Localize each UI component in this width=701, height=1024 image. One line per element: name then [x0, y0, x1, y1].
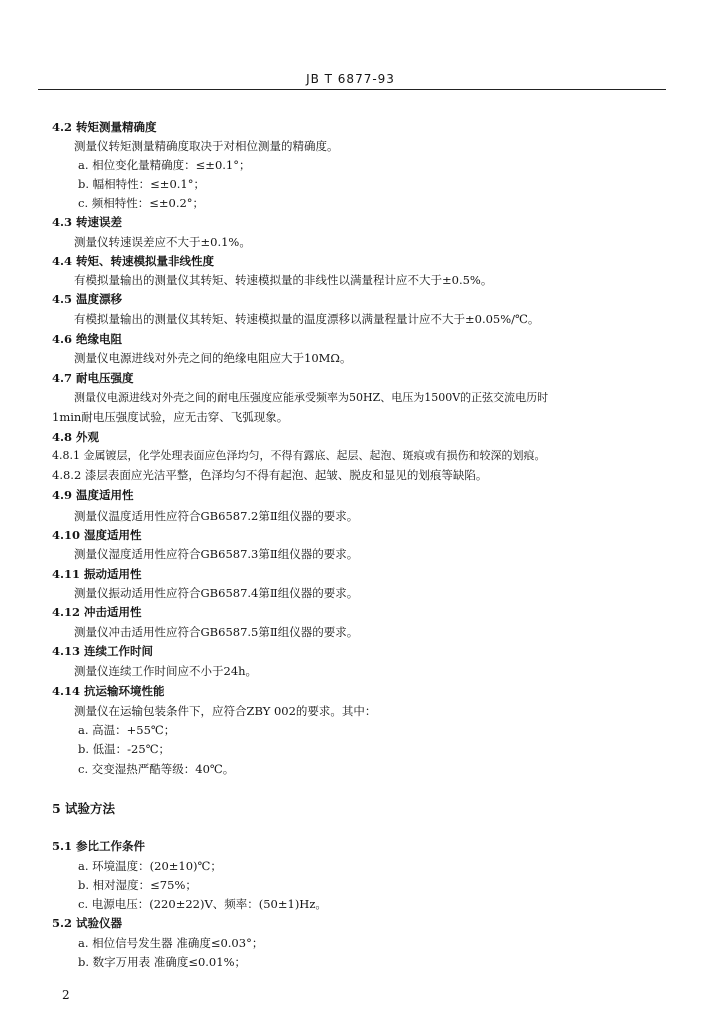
section-heading-4-10: 4.10 湿度适用性	[52, 528, 142, 542]
header-rule	[38, 89, 666, 90]
body-text: 测量仪冲击适用性应符合GB6587.5第Ⅱ组仪器的要求。	[74, 625, 359, 639]
list-item: a. 环境温度：(20±10)℃；	[78, 859, 222, 873]
body-text: 测量仪温度适用性应符合GB6587.2第Ⅱ组仪器的要求。	[74, 509, 359, 523]
list-item: a. 相位变化量精确度：≤±0.1°；	[78, 158, 251, 172]
list-item: a. 相位信号发生器 准确度≤0.03°；	[78, 936, 264, 950]
page-number: 2	[62, 988, 70, 1002]
body-text: 有模拟量输出的测量仪其转矩、转速模拟量的非线性以满量程计应不大于±0.5%。	[74, 273, 493, 287]
body-text: 测量仪湿度适用性应符合GB6587.3第Ⅱ组仪器的要求。	[74, 547, 359, 561]
section-heading-4-6: 4.6 绝缘电阻	[52, 332, 123, 346]
section-heading-4-13: 4.13 连续工作时间	[52, 644, 154, 658]
section-heading-4-3: 4.3 转速误差	[52, 215, 123, 229]
list-item: c. 频相特性：≤±0.2°；	[78, 196, 205, 210]
section-heading-4-7: 4.7 耐电压强度	[52, 371, 134, 385]
section-heading-5: 5 试验方法	[52, 801, 116, 816]
body-text: 4.8.1 金属镀层，化学处理表面应色泽均匀，不得有露底、起层、起泡、斑痕或有损伤和较深的划痕。	[52, 449, 546, 462]
section-heading-4-8: 4.8 外观	[52, 430, 100, 444]
body-text: 测量仪转矩测量精确度取决于对相位测量的精确度。	[74, 139, 339, 153]
body-text: 4.8.2 漆层表面应光洁平整，色泽均匀不得有起泡、起皱、脱皮和显见的划痕等缺陷。	[52, 468, 488, 482]
body-text: 测量仪振动适用性应符合GB6587.4第Ⅱ组仪器的要求。	[74, 586, 359, 600]
body-text: 测量仪连续工作时间应不小于24h。	[74, 664, 258, 678]
section-heading-4-12: 4.12 冲击适用性	[52, 605, 142, 619]
body-text: 测量仪在运输包装条件下，应符合ZBY 002的要求。其中：	[74, 704, 377, 718]
list-item: a. 高温：+55℃；	[78, 723, 176, 737]
body-text: 1min耐电压强度试验，应无击穿、飞弧现象。	[52, 410, 289, 424]
body-text: 测量仪电源进线对外壳之间的耐电压强度应能承受频率为50HZ、电压为1500V的正弦交流电历时	[74, 391, 549, 404]
standard-code-header: JB T 6877-93	[306, 72, 395, 86]
list-item: b. 低温：-25℃；	[78, 742, 171, 756]
section-heading-4-14: 4.14 抗运输环境性能	[52, 684, 165, 698]
list-item: b. 数字万用表 准确度≤0.01%；	[78, 955, 246, 969]
list-item: c. 交变湿热严酷等级：40℃。	[78, 762, 235, 776]
list-item: b. 幅相特性：≤±0.1°；	[78, 177, 205, 191]
section-heading-5-1: 5.1 参比工作条件	[52, 839, 146, 853]
section-heading-4-5: 4.5 温度漂移	[52, 292, 123, 306]
body-text: 测量仪转速误差应不大于±0.1%。	[74, 235, 251, 249]
section-heading-4-4: 4.4 转矩、转速模拟量非线性度	[52, 254, 215, 268]
section-heading-5-2: 5.2 试验仪器	[52, 916, 123, 930]
section-heading-4-9: 4.9 温度适用性	[52, 488, 134, 502]
section-heading-4-2: 4.2 转矩测量精确度	[52, 120, 157, 134]
body-text: 有模拟量输出的测量仪其转矩、转速模拟量的温度漂移以满量程量计应不大于±0.05%/℃。	[74, 312, 540, 326]
list-item: b. 相对湿度：≤75%；	[78, 878, 197, 892]
list-item: c. 电源电压：(220±22)V、频率：(50±1)Hz。	[78, 897, 327, 911]
section-heading-4-11: 4.11 振动适用性	[52, 567, 142, 581]
body-text: 测量仪电源进线对外壳之间的绝缘电阻应大于10MΩ。	[74, 351, 352, 365]
